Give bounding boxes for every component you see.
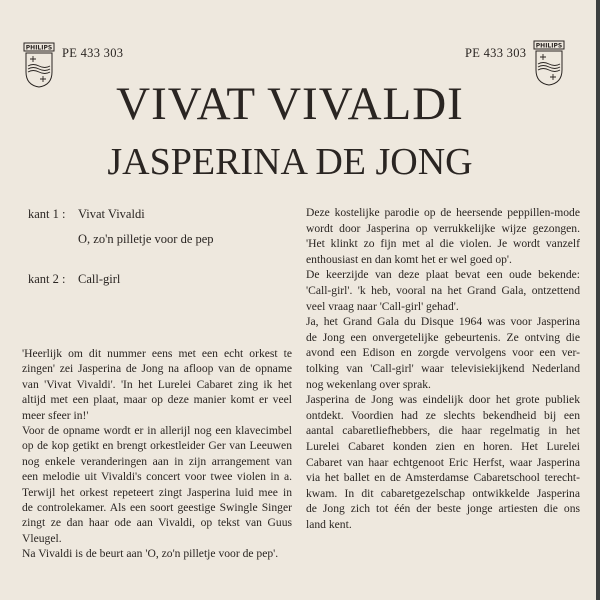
paragraph xyxy=(306,205,580,267)
text-line: zingen' zei Jasperina de Jong na afloop van de opname xyxy=(22,362,292,376)
text-line: nog wekenlang over sprak. xyxy=(306,377,431,391)
text-line: kwam. In dit cabaretgezelschap ontwikkelde Jasperina xyxy=(306,486,580,500)
track-side-2 xyxy=(28,272,120,287)
track-title: Vivat Vivaldi xyxy=(78,207,145,221)
sleeve-edge xyxy=(596,0,600,600)
paragraph xyxy=(22,346,292,423)
text-line: Lurelei Cabaret konden zien en horen. Het Lurelei xyxy=(306,439,580,453)
text-line: van 'Vivat Vivaldi'. 'In het Lurelei Cabaret zing ik het xyxy=(22,377,292,391)
text-line: tolking van 'Call-girl' waar televisiekijkend Nederland xyxy=(306,361,580,375)
paragraph xyxy=(306,267,580,314)
logo-text: PHILIPS xyxy=(535,42,563,50)
side-label: kant 2 : xyxy=(28,272,66,286)
album-title: VIVAT VIVALDI xyxy=(116,78,464,130)
catalog-number-left: PE 433 303 xyxy=(62,46,124,60)
text-line: de Jong zich tot één der beste jonge artiesten die ons xyxy=(306,502,580,516)
text-line: Deze kostelijke parodie op de heersende peppillen-mode xyxy=(306,206,580,219)
text-line: land kent. xyxy=(306,517,352,531)
text-line: meer sfeer in!' xyxy=(22,408,89,422)
text-line: avond een Edison en zorgde vervolgens voor een ver- xyxy=(306,346,580,360)
artist-name: JASPERINA DE JONG xyxy=(107,141,473,183)
text-line: nog enkele veranderingen aan in zijn arrangement van xyxy=(22,454,292,468)
text-line: 'Call-girl'. 'k heb, vooral na het Grand Gala, ontzettend xyxy=(306,283,580,297)
catalog-number-right: PE 433 303 xyxy=(465,46,527,60)
text-line: Vleugel. xyxy=(22,531,62,545)
track-title: O, zo'n pilletje voor de pep xyxy=(78,232,214,246)
paragraph xyxy=(22,546,292,561)
liner-notes-right xyxy=(306,205,580,532)
side-label: kant 1 : xyxy=(28,207,66,221)
text-line: 'Heerlijk om dit nummer eens met een echt orkest te xyxy=(22,347,292,360)
paragraph xyxy=(22,423,292,546)
text-line: wordt door Jasperina op verrukkelijke wijze gezongen. xyxy=(306,221,580,235)
text-line: zingt ze dan haar ode aan Vivaldi, op tekst van Guus xyxy=(22,516,292,530)
liner-notes-left xyxy=(22,346,292,562)
text-line: Ja, het Grand Gala du Disque 1964 was voor Jasperina xyxy=(306,315,580,329)
text-line: ontdekt. Voordien had ze slechts bekendheid bij een xyxy=(306,408,580,422)
track-title: Call-girl xyxy=(78,272,121,286)
text-line: Na Vivaldi is de beurt aan 'O, zo'n pilletje voor de pep'. xyxy=(22,547,279,561)
text-line: Jasperina de Jong was eindelijk door het grote publiek xyxy=(306,393,580,407)
track-side-1 xyxy=(28,207,145,222)
track-side-1b xyxy=(28,232,214,247)
text-line: De keerzijde van deze plaat bevat een oude bekende: xyxy=(306,268,580,282)
text-line: altijd met een plaat, maar op deze manier komt er veel xyxy=(22,393,292,407)
paragraph xyxy=(306,392,580,532)
text-line: aantal cabaretliefhebbers, die haar regelmatig in het xyxy=(306,424,580,438)
text-line: een melodie uit Vivaldi's concert voor twee violen in a. xyxy=(22,470,292,484)
text-line: enthousiast en dan komt het er wel goed op'. xyxy=(306,252,512,266)
paragraph xyxy=(306,314,580,392)
text-line: Terwijl het orkest repeteert zingt Jasperina luid mee in xyxy=(22,485,292,499)
text-line: via het ballet en de Amsterdamse Cabaretschool terecht- xyxy=(306,471,580,485)
text-line: de Jong een onvergetelijke gebeurtenis. Ze ontving die xyxy=(306,330,580,344)
text-line: veel vraag naar 'Call-girl' gehad'. xyxy=(306,299,459,313)
text-line: de controlekamer. Als een soort geestige Swingle Singer xyxy=(22,501,292,515)
logo-text: PHILIPS xyxy=(25,44,53,52)
text-line: 'Het klinkt zo fijn met al die violen. Je wordt vanzelf xyxy=(306,237,580,251)
text-line: op de kop getikt en brengt orkestleider Ger van Leeuwen xyxy=(22,439,292,453)
text-line: Cabaret van haar echtgenoot Eric Herfst, waar Jasperina xyxy=(306,455,580,469)
text-line: Voor de opname wordt er in allerijl nog een klavecimbel xyxy=(22,424,292,438)
